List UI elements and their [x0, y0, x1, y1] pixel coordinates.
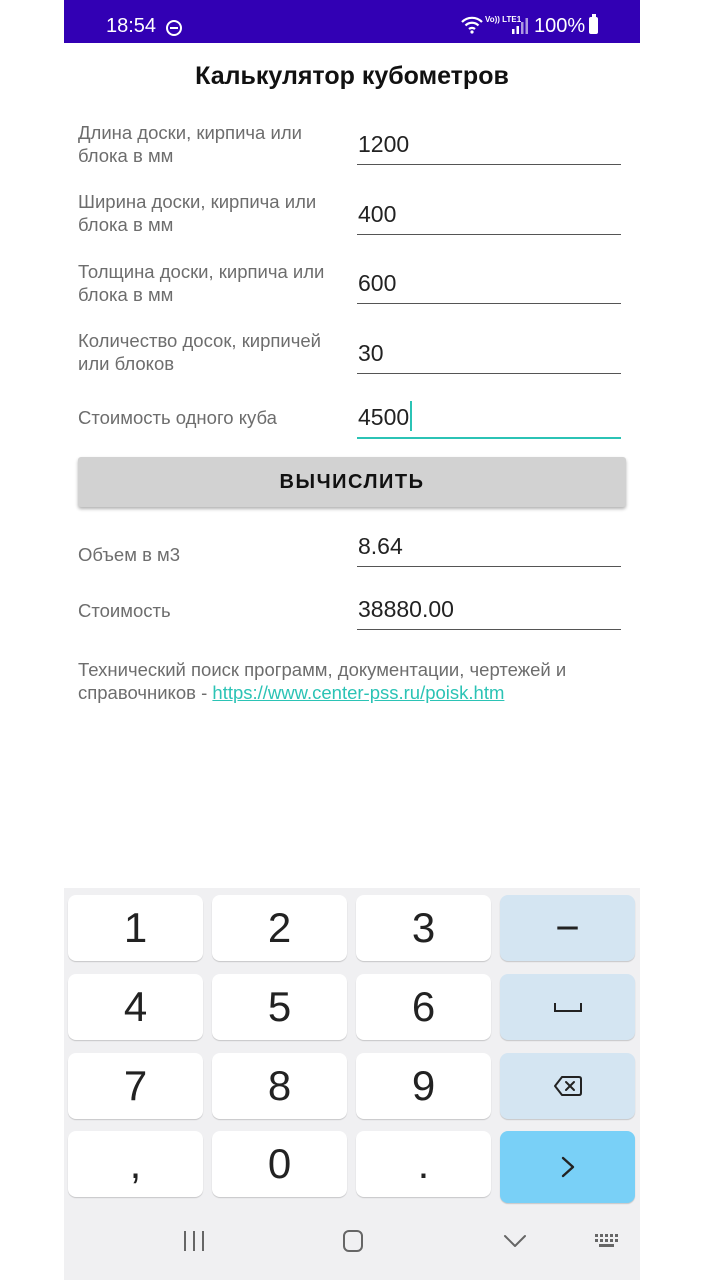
do-not-disturb-icon — [166, 20, 182, 36]
key-period[interactable] — [356, 1131, 491, 1197]
key-5[interactable] — [212, 974, 347, 1040]
status-time: 18:54 — [106, 15, 157, 37]
key-0[interactable] — [212, 1131, 347, 1197]
width-value: 400 — [358, 201, 397, 227]
status-bar — [64, 0, 640, 43]
calculate-button[interactable]: ВЫЧИСЛИТЬ — [78, 457, 626, 507]
backspace-icon — [553, 1075, 583, 1097]
key-6[interactable] — [356, 974, 491, 1040]
info-link[interactable]: https://www.center-pss.ru/poisk.htm — [212, 682, 505, 703]
key-5-label: 5 — [267, 983, 292, 1030]
width-input[interactable] — [357, 198, 621, 235]
recents-icon[interactable] — [182, 1228, 206, 1254]
key-4[interactable] — [68, 974, 203, 1040]
navigation-bar — [64, 1208, 640, 1280]
text-cursor — [410, 401, 412, 431]
app-screen — [64, 0, 640, 1280]
key-period-label: . — [417, 1140, 430, 1187]
home-icon[interactable] — [341, 1228, 365, 1254]
cost-value: 38880.00 — [358, 596, 454, 622]
quantity-label: Количество досок, кирпичей или блоков — [78, 330, 322, 374]
key-6-label: 6 — [411, 983, 436, 1030]
wifi-icon — [461, 16, 483, 34]
key-7-label: 7 — [123, 1062, 148, 1109]
hide-keyboard-icon[interactable] — [502, 1228, 528, 1254]
quantity-value: 30 — [358, 340, 384, 366]
key-space[interactable] — [500, 974, 635, 1040]
thickness-input[interactable] — [357, 267, 621, 304]
cost-output[interactable] — [357, 593, 621, 630]
price-per-cube-input[interactable] — [357, 401, 621, 439]
next-arrow-icon — [560, 1155, 576, 1179]
key-8[interactable] — [212, 1053, 347, 1119]
volume-label: Объем в м3 — [78, 544, 181, 565]
key-9[interactable] — [356, 1053, 491, 1119]
key-minus[interactable] — [500, 895, 635, 961]
price-per-cube-value — [358, 401, 412, 431]
key-7[interactable] — [68, 1053, 203, 1119]
length-label: Длина доски, кирпича или блока в мм — [78, 122, 302, 166]
info-text — [78, 658, 633, 704]
key-9-label: 9 — [411, 1062, 436, 1109]
key-1-label: 1 — [123, 904, 148, 951]
key-comma-label: , — [129, 1140, 142, 1187]
key-1[interactable] — [68, 895, 203, 961]
key-comma[interactable] — [68, 1131, 203, 1197]
key-2[interactable] — [212, 895, 347, 961]
volume-output[interactable] — [357, 530, 621, 567]
page-title: Калькулятор кубометров — [195, 62, 509, 90]
thickness-value: 600 — [358, 270, 397, 296]
volte-icon: Vo)) LTE1 — [485, 15, 522, 24]
quantity-input[interactable] — [357, 337, 621, 374]
price-per-cube-text: 4500 — [358, 404, 410, 430]
key-2-label: 2 — [267, 904, 292, 951]
width-label: Ширина доски, кирпича или блока в мм — [78, 191, 317, 235]
length-value: 1200 — [358, 131, 410, 157]
key-0-label: 0 — [267, 1140, 292, 1187]
info-description: Технический поиск программ, документации, чертежей и справочников - — [78, 659, 567, 703]
cost-label: Стоимость — [78, 600, 171, 621]
volume-value: 8.64 — [358, 533, 403, 559]
battery-icon — [589, 17, 598, 34]
thickness-label: Толщина доски, кирпича или блока в мм — [78, 261, 325, 305]
space-icon — [553, 1000, 583, 1014]
keyboard-switch-icon[interactable] — [593, 1228, 621, 1254]
key-minus-label: − — [555, 904, 580, 951]
key-next[interactable] — [500, 1131, 635, 1203]
key-3[interactable] — [356, 895, 491, 961]
key-8-label: 8 — [267, 1062, 292, 1109]
key-3-label: 3 — [411, 904, 436, 951]
length-input[interactable] — [357, 128, 621, 165]
battery-percentage: 100% — [534, 15, 586, 37]
key-4-label: 4 — [123, 983, 148, 1030]
signal-icon — [511, 18, 529, 34]
price-per-cube-label: Стоимость одного куба — [78, 407, 277, 428]
key-backspace[interactable] — [500, 1053, 635, 1119]
